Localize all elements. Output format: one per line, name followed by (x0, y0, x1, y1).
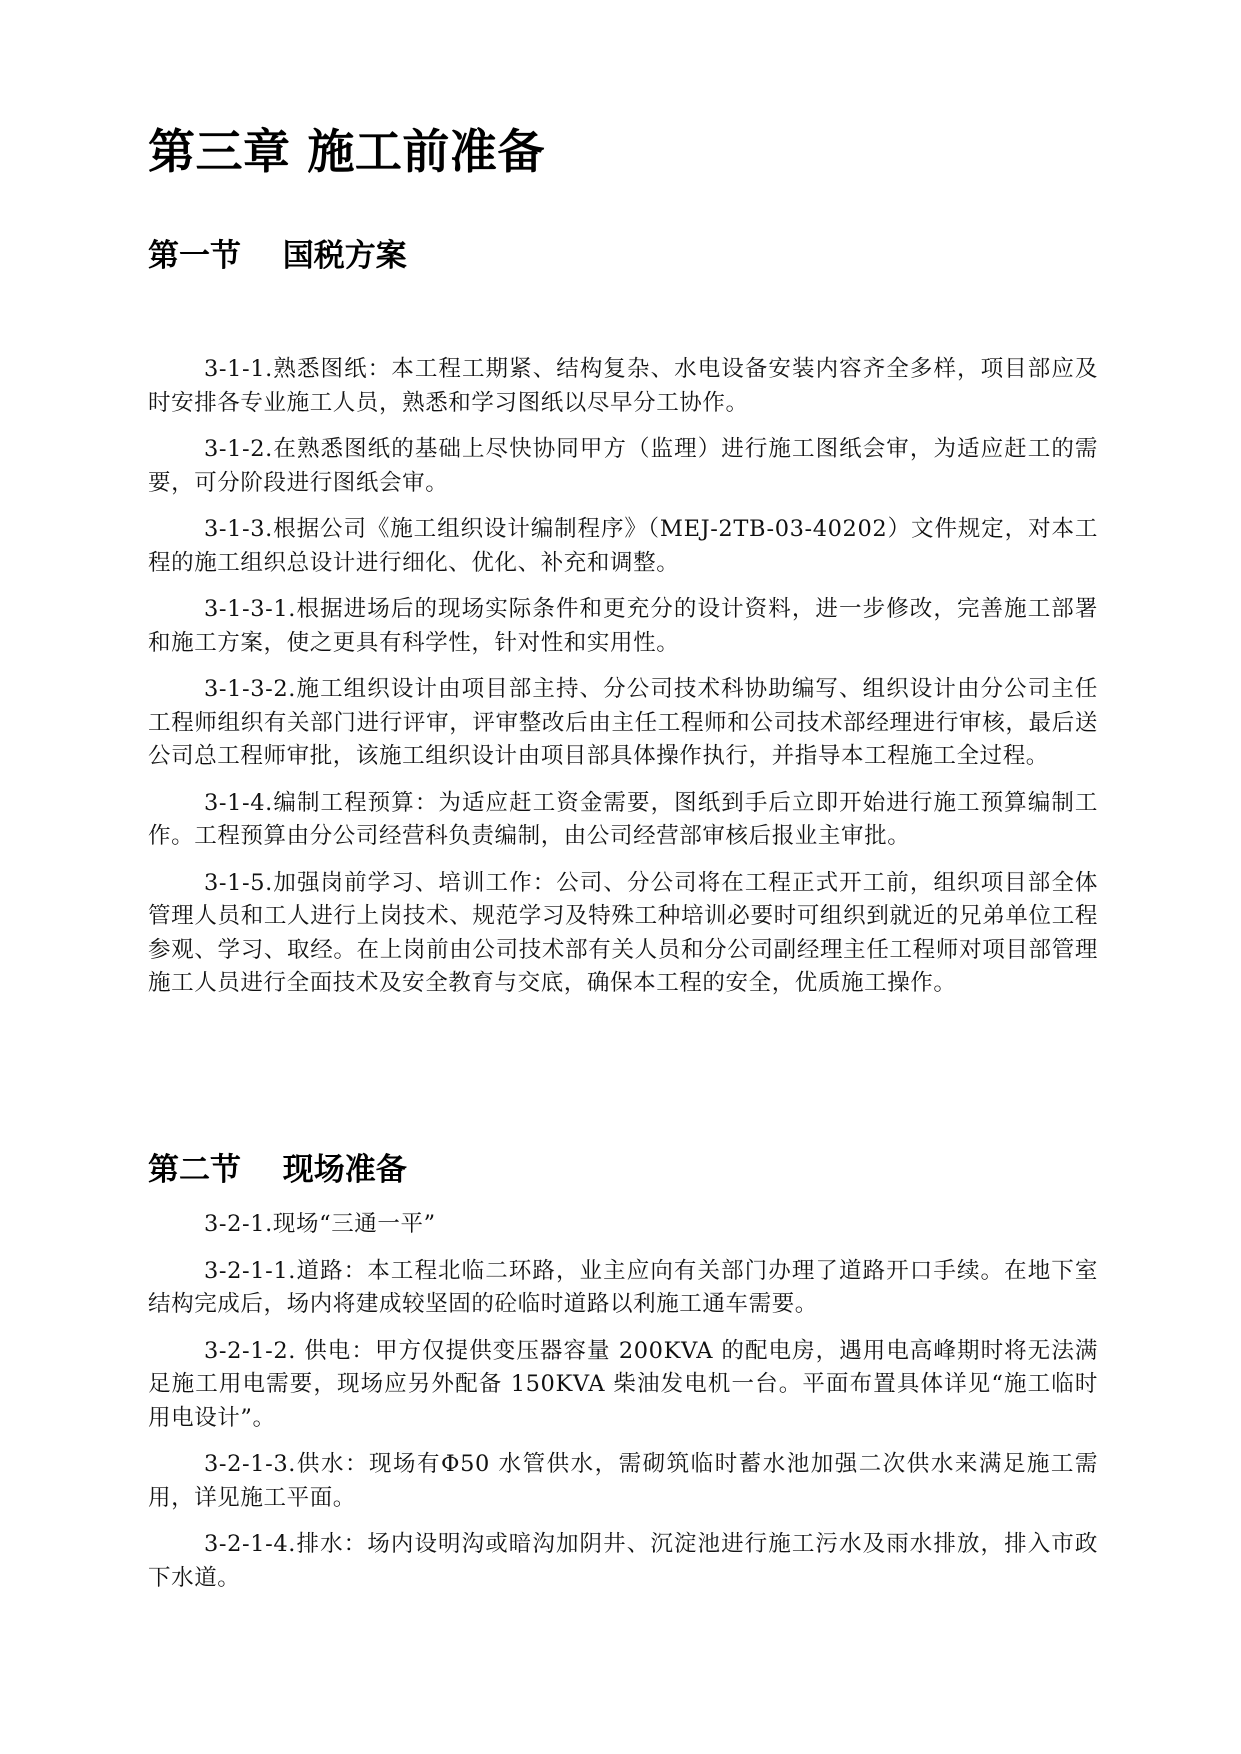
paragraph-3-1-5: 3-1-5.加强岗前学习、培训工作：公司、分公司将在工程正式开工前，组织项目部全体管理人员和工人进行上岗技术、规范学习及特殊工种培训必要时可组织到就近的兄弟单位工程参观、学习、取经。在上岗前由公司技术部有关人员和分公司副经理主任工程师对项目部管理施工人员进行全面技术及安全教育与交底，确保本工程的安全，优质施工操作。 (148, 869, 1098, 996)
section-2-body (148, 1208, 1098, 1608)
paragraph-3-2-1-2: 3-2-1-2. 供电：甲方仅提供变压器容量 200KVA 的配电房，遇用电高峰期时将无法满足施工用电需要，现场应另外配备 150KVA 柴油发电机一台。平面布置具体详见“施工临时用电设计”。 (148, 1337, 1098, 1431)
section-title-site-preparation: 第二节 现场准备 (148, 1152, 407, 1188)
paragraph-3-2-1-4: 3-2-1-4.排水：场内设明沟或暗沟加阴井、沉淀池进行施工污水及雨水排放，排入市政下水道。 (148, 1531, 1098, 1591)
paragraph-3-1-3-1: 3-1-3-1.根据进场后的现场实际条件和更充分的设计资料，进一步修改，完善施工部署和施工方案，使之更具有科学性，针对性和实用性。 (148, 596, 1098, 656)
chapter-title: 第三章 施工前准备 (148, 125, 545, 180)
paragraph-3-2-1-1: 3-2-1-1.道路：本工程北临二环路，业主应向有关部门办理了道路开口手续。在地下室结构完成后，场内将建成较坚固的砼临时道路以利施工通车需要。 (148, 1257, 1098, 1317)
section-title-site-plan: 第一节 国税方案 (148, 238, 407, 274)
paragraph-3-1-4: 3-1-4.编制工程预算：为适应赶工资金需要，图纸到手后立即开始进行施工预算编制工作。工程预算由分公司经营科负责编制，由公司经营部审核后报业主审批。 (148, 789, 1098, 849)
section-1-body (148, 353, 1098, 1014)
paragraph-3-1-3: 3-1-3.根据公司《施工组织设计编制程序》（MEJ-2TB-03-40202）文件规定，对本工程的施工组织总设计进行细化、优化、补充和调整。 (148, 516, 1098, 576)
paragraph-3-2-1: 3-2-1.现场“三通一平” (204, 1211, 436, 1237)
paragraph-3-1-1: 3-1-1.熟悉图纸：本工程工期紧、结构复杂、水电设备安装内容齐全多样，项目部应及时安排各专业施工人员，熟悉和学习图纸以尽早分工协作。 (148, 356, 1098, 416)
paragraph-3-1-2: 3-1-2.在熟悉图纸的基础上尽快协同甲方（监理）进行施工图纸会审，为适应赶工的需要，可分阶段进行图纸会审。 (148, 436, 1098, 496)
paragraph-3-1-3-2: 3-1-3-2.施工组织设计由项目部主持、分公司技术科协助编写、组织设计由分公司主任工程师组织有关部门进行评审，评审整改后由主任工程师和公司技术部经理进行审核，最后送公司总工程师审批，该施工组织设计由项目部具体操作执行，并指导本工程施工全过程。 (148, 676, 1098, 769)
paragraph-3-2-1-3: 3-2-1-3.供水：现场有Φ50 水管供水，需砌筑临时蓄水池加强二次供水来满足施工需用，详见施工平面。 (148, 1451, 1098, 1511)
